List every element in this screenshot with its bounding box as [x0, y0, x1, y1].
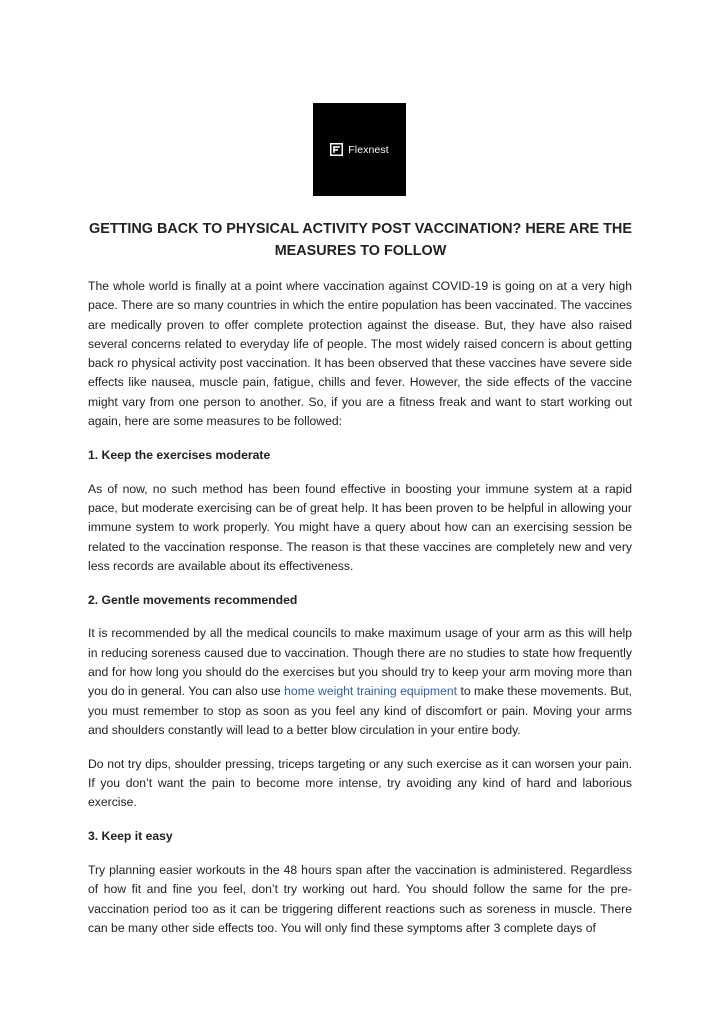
title-line-1: GETTING BACK TO PHYSICAL ACTIVITY POST VACCINATION? HERE ARE THE — [89, 221, 632, 237]
home-weight-training-equipment-link[interactable]: home weight training equipment — [284, 684, 458, 699]
title-line-2: MEASURES TO FOLLOW — [274, 243, 447, 259]
section-2-heading: 2. Gentle movements recommended — [88, 592, 298, 607]
article-title — [88, 218, 633, 262]
brand-name: Flexnest — [348, 143, 389, 156]
section-1-heading: 1. Keep the exercises moderate — [88, 447, 271, 462]
article-body — [88, 277, 632, 953]
flexnest-logo-icon — [330, 143, 343, 156]
section-2-text-before-link: It is recommended by all the medical councils to make maximum usage of your arm as this will help in reducing soreness caused due to vaccination. Though there are no studies to state how frequently and for how long you should do the exercises but you should try to keep your arm moving more than you do in general. You can also use — [88, 626, 632, 699]
section-3-paragraph: Try planning easier workouts in the 48 hours span after the vaccination is administered. Regardless of how fit and fine you feel, don’t try working out hard. You should follow the same for the pre-vaccination period too as it can be triggering different reactions such as soreness in muscle. There can be many other side effects too. You will only find these symptoms after 3 complete days of — [88, 862, 632, 935]
section-2-paragraph-2: Do not try dips, shoulder pressing, triceps targeting or any such exercise as it can worsen your pain. If you don’t want the pain to become more intense, try avoiding any kind of hard and laborious exercise. — [88, 756, 632, 810]
section-3-heading: 3. Keep it easy — [88, 829, 173, 844]
brand-logo — [313, 103, 406, 196]
section-2-paragraph — [88, 624, 632, 740]
intro-paragraph: The whole world is finally at a point where vaccination against COVID-19 is going on at a very high pace. There are so many countries in which the entire population has been vaccinated. The vaccines are medically proven to offer complete protection against the disease. But, they have also raised several concerns related to everyday life of people. The most widely raised concern is about getting back ro physical activity post vaccination. It has been observed that these vaccines have severe side effects like nausea, muscle pain, fatigue, chills and fever. However, the side effects of the vaccine might vary from one person to another. So, if you are a fitness freak and want to start working out again, here are some measures to be followed: — [88, 279, 632, 429]
section-1-paragraph: As of now, no such method has been found effective in boosting your immune system at a rapid pace, but moderate exercising can be of great help. It has been proven to be helpful in allowing your immune system to work properly. You might have a query about how can an exercising session be related to the vaccination response. The reason is that these vaccines are completely new and very less records are available about its effectiveness. — [88, 481, 632, 573]
section-2-text-after-link: to make these movements. But, you must remember to stop as soon as you feel any kind of discomfort or pain. Moving your arms and shoulders constantly will lead to a better blow circulation in your entire body. — [88, 684, 632, 737]
